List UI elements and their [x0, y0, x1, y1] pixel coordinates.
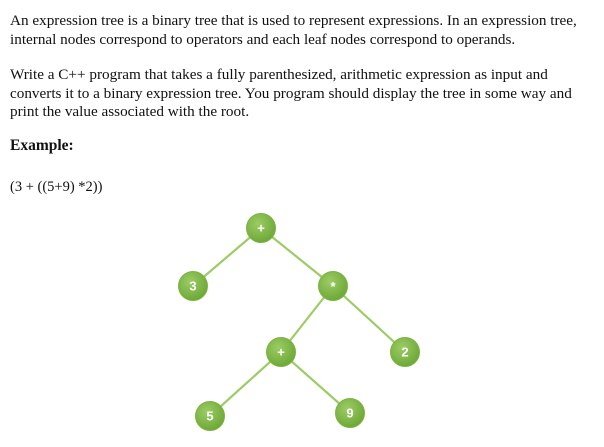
node-label: 2	[401, 344, 409, 360]
tree-edges	[193, 228, 405, 416]
node-label: 9	[346, 405, 354, 421]
tree-node-root-plus	[247, 214, 276, 243]
tree-node-two	[391, 338, 420, 367]
intro-paragraph: An expression tree is a binary tree that is used to represent expressions. In an expression tree, internal nodes correspond to operators and each leaf nodes correspond to operands.	[10, 12, 577, 48]
node-label: 5	[206, 408, 214, 424]
tree-node-five	[196, 402, 225, 431]
node-label: *	[330, 279, 336, 294]
tree-node-three	[179, 272, 208, 301]
task-paragraph: Write a C++ program that takes a fully parenthesized, arithmetic expression as input and converts it to a binary expression tree. You program should display the tree in some way and print the value associated with the root.	[10, 66, 572, 120]
tree-node-multiply	[319, 272, 348, 301]
node-label: +	[257, 220, 265, 236]
tree-node-inner-plus	[267, 338, 296, 367]
example-heading: Example:	[10, 137, 74, 154]
node-label: 3	[189, 278, 197, 294]
example-expression: (3 + ((5+9) *2))	[10, 179, 103, 195]
node-label: +	[277, 344, 285, 360]
tree-node-nine	[336, 399, 365, 428]
